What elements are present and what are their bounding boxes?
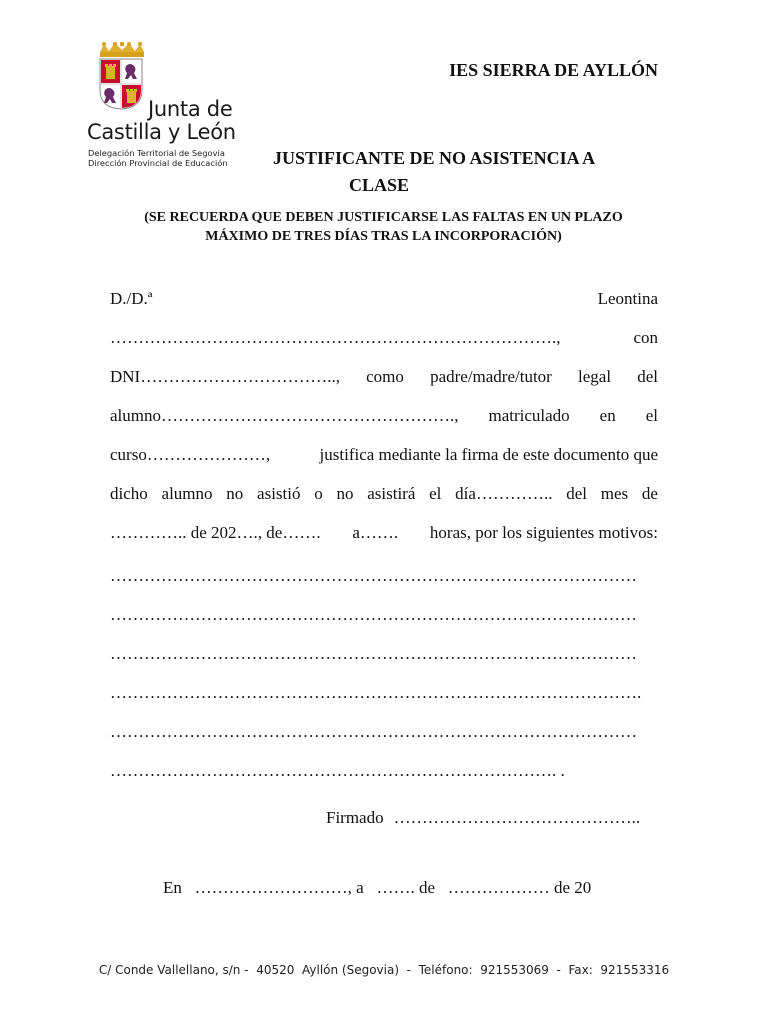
form-line-month-hours [110, 521, 658, 545]
text-fragment: horas, por los siguientes motivos: [429, 523, 658, 542]
logo-subtitle-delegacion: Delegación Territorial de Segovia [88, 148, 225, 158]
crown-icon [97, 42, 147, 58]
text-fragment: en [599, 406, 616, 425]
text-fragment: asistió [257, 484, 301, 503]
text-fragment: el [429, 484, 442, 503]
place-field[interactable]: ………………………, a [194, 878, 364, 897]
motive-line[interactable]: ……………………………………………………………………. . [110, 761, 565, 780]
form-line-course [110, 443, 658, 467]
month-date-field[interactable]: ……………… de 20 [447, 878, 592, 897]
logo-subtitle-direccion: Dirección Provincial de Educación [88, 158, 228, 168]
text-fragment: no [336, 484, 354, 503]
motive-line[interactable]: ………………………………………………………………………………… [110, 605, 637, 624]
day-field[interactable]: día………….. [455, 484, 553, 503]
text-fragment: mes [600, 484, 629, 503]
footer-address: C/ Conde Vallellano, s/n - 40520 Ayllón (Segovia) - Teléfono: 921553069 - Fax: 921553316 [98, 963, 670, 977]
text-fragment: no [226, 484, 244, 503]
junta-castilla-leon-logo [86, 42, 251, 170]
form-line-dni [110, 365, 658, 389]
text-fragment: el [645, 406, 658, 425]
signature-field[interactable]: …………………………………….. [393, 808, 641, 827]
form-line-day [110, 482, 658, 506]
school-name: IES SIERRA DE AYLLÓN [449, 60, 658, 80]
motive-line[interactable]: ………………………………………………………………………………… [110, 722, 637, 741]
document-title-line1: JUSTIFICANTE DE NO ASISTENCIA A [273, 148, 596, 168]
text-fragment: padre/madre/tutor [430, 367, 552, 386]
form-line-student [110, 404, 658, 428]
text-fragment: o [314, 484, 323, 503]
text-fragment: asistirá [367, 484, 416, 503]
day-date-field[interactable]: ……. de [376, 878, 435, 897]
text-fragment: matriculado [488, 406, 570, 425]
place-date-line [163, 878, 591, 898]
course-field[interactable]: curso…………………, [110, 445, 271, 464]
form-line-name-blank [110, 326, 658, 350]
signature-label: Firmado [326, 808, 384, 827]
student-field[interactable]: alumno……………………………………………., [110, 406, 459, 425]
name-blank[interactable]: ……………………………………………………………………., [110, 328, 561, 347]
form-line-parent-name [110, 287, 658, 311]
signature-line [326, 808, 640, 828]
parent-name-value[interactable]: Leontina [597, 289, 658, 308]
logo-text-castilla-leon: Castilla y León [87, 120, 236, 144]
dni-field[interactable]: DNI…………………………….., [110, 367, 340, 386]
parent-title-label: D./D.ª [110, 289, 153, 308]
reminder-note-line2: MÁXIMO DE TRES DÍAS TRAS LA INCORPORACIÓN) [205, 229, 562, 244]
motive-line[interactable]: ………………………………………………………………………………… [110, 644, 637, 663]
month-year-hours-field[interactable]: ………….. de 202…., de……. [110, 523, 321, 542]
motive-line[interactable]: …………………………………………………………………………………. [110, 683, 642, 702]
text-fragment: legal [578, 367, 612, 386]
text-fragment: dicho [110, 484, 148, 503]
text-fragment: del [566, 484, 587, 503]
logo-text-junta: Junta de [148, 97, 233, 121]
text-fragment: como [366, 367, 404, 386]
text-fragment: justifica mediante la firma de este documento que [319, 445, 658, 464]
motive-line[interactable]: ………………………………………………………………………………… [110, 566, 637, 585]
document-title-line2: CLASE [349, 175, 410, 195]
text-fragment: alumno [161, 484, 213, 503]
text-fragment: con [633, 328, 658, 347]
hours-to-field[interactable]: a……. [352, 523, 399, 542]
text-fragment: del [637, 367, 658, 386]
text-fragment: de [641, 484, 658, 503]
reminder-note-line1: (SE RECUERDA QUE DEBEN JUSTIFICARSE LAS FALTAS EN UN PLAZO [144, 210, 623, 225]
place-label: En [163, 878, 182, 897]
coat-of-arms-icon [99, 58, 143, 110]
